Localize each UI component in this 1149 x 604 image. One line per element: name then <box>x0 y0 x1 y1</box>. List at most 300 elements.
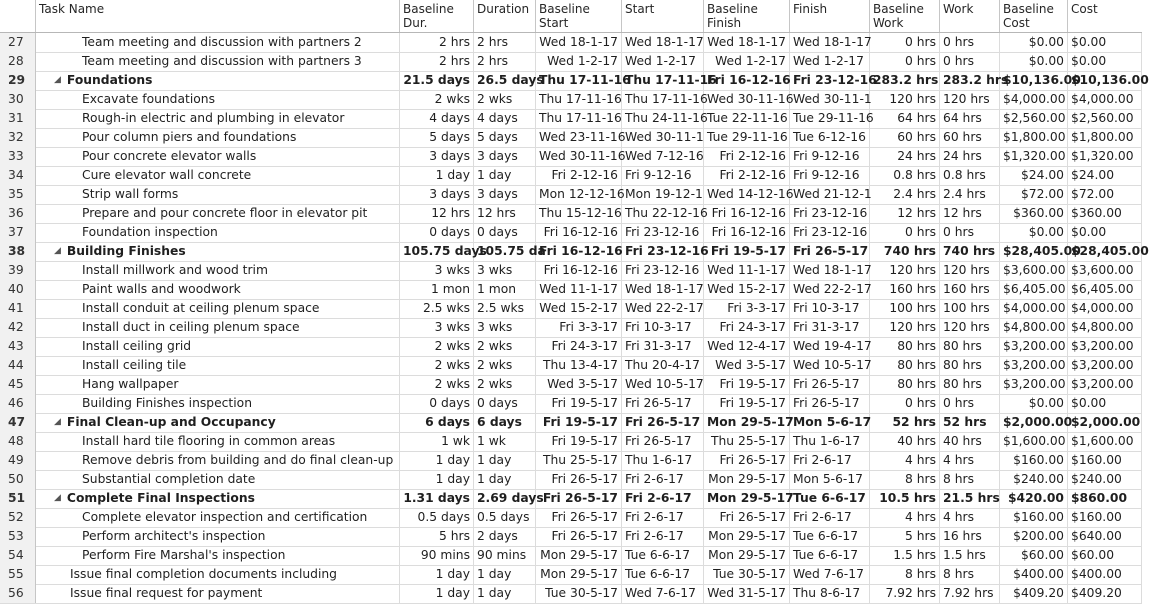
cost-cell[interactable]: $72.00 <box>1068 185 1142 204</box>
baseline-start-cell[interactable]: Wed 30-11-16 <box>536 147 622 166</box>
row-id-cell[interactable]: 38 <box>0 242 36 261</box>
baseline-duration-cell[interactable]: 2 hrs <box>400 52 474 71</box>
baseline-work-cell[interactable]: 0.8 hrs <box>870 166 940 185</box>
finish-cell[interactable]: Wed 21-12-1 <box>790 185 870 204</box>
baseline-cost-cell[interactable]: $160.00 <box>1000 508 1068 527</box>
work-cell[interactable]: 100 hrs <box>940 299 1000 318</box>
row-id-cell[interactable]: 49 <box>0 451 36 470</box>
duration-cell[interactable]: 3 wks <box>474 261 536 280</box>
baseline-duration-cell[interactable]: 2 wks <box>400 356 474 375</box>
work-cell[interactable]: 4 hrs <box>940 451 1000 470</box>
start-cell[interactable]: Fri 23-12-16 <box>622 242 704 261</box>
cost-cell[interactable]: $160.00 <box>1068 508 1142 527</box>
row-id-cell[interactable]: 45 <box>0 375 36 394</box>
baseline-cost-cell[interactable]: $160.00 <box>1000 451 1068 470</box>
work-cell[interactable]: 0.8 hrs <box>940 166 1000 185</box>
work-cell[interactable]: 120 hrs <box>940 261 1000 280</box>
finish-cell[interactable]: Wed 30-11-1 <box>790 90 870 109</box>
baseline-work-cell[interactable]: 120 hrs <box>870 261 940 280</box>
duration-cell[interactable]: 6 days <box>474 413 536 432</box>
baseline-duration-cell[interactable]: 2 hrs <box>400 33 474 52</box>
cost-cell[interactable]: $3,200.00 <box>1068 356 1142 375</box>
start-cell[interactable]: Wed 18-1-17 <box>622 280 704 299</box>
cost-cell[interactable]: $0.00 <box>1068 52 1142 71</box>
row-id-cell[interactable]: 56 <box>0 584 36 603</box>
baseline-work-cell[interactable]: 0 hrs <box>870 33 940 52</box>
baseline-cost-cell[interactable]: $3,200.00 <box>1000 375 1068 394</box>
work-cell[interactable]: 24 hrs <box>940 147 1000 166</box>
finish-cell[interactable]: Fri 2-6-17 <box>790 508 870 527</box>
task-name-cell[interactable] <box>36 166 400 185</box>
start-cell[interactable]: Mon 19-12-1 <box>622 185 704 204</box>
baseline-finish-cell[interactable]: Wed 11-1-17 <box>704 261 790 280</box>
baseline-start-cell[interactable]: Wed 23-11-16 <box>536 128 622 147</box>
header-baseline-finish[interactable]: Baseline Finish <box>704 0 790 32</box>
finish-cell[interactable]: Wed 7-6-17 <box>790 565 870 584</box>
work-cell[interactable]: 12 hrs <box>940 204 1000 223</box>
baseline-duration-cell[interactable]: 2 wks <box>400 90 474 109</box>
task-name-cell[interactable] <box>36 432 400 451</box>
baseline-duration-cell[interactable]: 2 wks <box>400 337 474 356</box>
work-cell[interactable]: 80 hrs <box>940 337 1000 356</box>
table-row[interactable] <box>0 204 1142 224</box>
baseline-start-cell[interactable]: Wed 1-2-17 <box>536 52 622 71</box>
baseline-start-cell[interactable]: Mon 12-12-16 <box>536 185 622 204</box>
duration-cell[interactable]: 2 hrs <box>474 33 536 52</box>
baseline-work-cell[interactable]: 8 hrs <box>870 565 940 584</box>
table-row[interactable] <box>0 90 1142 110</box>
task-name-cell[interactable] <box>36 90 400 109</box>
baseline-work-cell[interactable]: 0 hrs <box>870 394 940 413</box>
collapse-caret-icon[interactable]: ◢ <box>54 246 61 256</box>
start-cell[interactable]: Fri 10-3-17 <box>622 318 704 337</box>
duration-cell[interactable]: 2 wks <box>474 90 536 109</box>
cost-cell[interactable]: $10,136.00 <box>1068 71 1142 90</box>
baseline-finish-cell[interactable]: Mon 29-5-17 <box>704 546 790 565</box>
finish-cell[interactable]: Wed 18-1-17 <box>790 261 870 280</box>
duration-cell[interactable]: 1 day <box>474 166 536 185</box>
task-name-cell[interactable] <box>36 223 400 242</box>
row-id-cell[interactable]: 54 <box>0 546 36 565</box>
row-id-cell[interactable]: 50 <box>0 470 36 489</box>
baseline-finish-cell[interactable]: Fri 3-3-17 <box>704 299 790 318</box>
baseline-finish-cell[interactable]: Wed 1-2-17 <box>704 52 790 71</box>
baseline-start-cell[interactable]: Thu 17-11-16 <box>536 71 622 90</box>
finish-cell[interactable]: Fri 10-3-17 <box>790 299 870 318</box>
baseline-finish-cell[interactable]: Fri 19-5-17 <box>704 242 790 261</box>
baseline-work-cell[interactable]: 8 hrs <box>870 470 940 489</box>
row-id-cell[interactable]: 40 <box>0 280 36 299</box>
baseline-start-cell[interactable]: Wed 15-2-17 <box>536 299 622 318</box>
baseline-duration-cell[interactable]: 1 day <box>400 584 474 603</box>
finish-cell[interactable]: Fri 26-5-17 <box>790 394 870 413</box>
duration-cell[interactable]: 12 hrs <box>474 204 536 223</box>
task-name-cell[interactable] <box>36 356 400 375</box>
duration-cell[interactable]: 2 wks <box>474 356 536 375</box>
baseline-finish-cell[interactable]: Mon 29-5-17 <box>704 413 790 432</box>
row-id-cell[interactable]: 41 <box>0 299 36 318</box>
start-cell[interactable]: Wed 10-5-17 <box>622 375 704 394</box>
task-name-cell[interactable] <box>36 489 400 508</box>
baseline-work-cell[interactable]: 0 hrs <box>870 52 940 71</box>
baseline-finish-cell[interactable]: Tue 22-11-16 <box>704 109 790 128</box>
row-id-cell[interactable]: 29 <box>0 71 36 90</box>
cost-cell[interactable]: $60.00 <box>1068 546 1142 565</box>
work-cell[interactable]: 80 hrs <box>940 356 1000 375</box>
table-row[interactable] <box>0 508 1142 528</box>
baseline-duration-cell[interactable]: 1 day <box>400 565 474 584</box>
cost-cell[interactable]: $400.00 <box>1068 565 1142 584</box>
baseline-cost-cell[interactable]: $420.00 <box>1000 489 1068 508</box>
cost-cell[interactable]: $860.00 <box>1068 489 1142 508</box>
start-cell[interactable]: Fri 23-12-16 <box>622 223 704 242</box>
row-id-cell[interactable]: 51 <box>0 489 36 508</box>
finish-cell[interactable]: Tue 6-12-16 <box>790 128 870 147</box>
baseline-duration-cell[interactable]: 1 day <box>400 166 474 185</box>
cost-cell[interactable]: $28,405.00 <box>1068 242 1142 261</box>
duration-cell[interactable]: 0.5 days <box>474 508 536 527</box>
finish-cell[interactable]: Tue 6-6-17 <box>790 527 870 546</box>
task-name-cell[interactable] <box>36 470 400 489</box>
duration-cell[interactable]: 2 wks <box>474 375 536 394</box>
duration-cell[interactable]: 1 mon <box>474 280 536 299</box>
baseline-work-cell[interactable]: 12 hrs <box>870 204 940 223</box>
baseline-cost-cell[interactable]: $200.00 <box>1000 527 1068 546</box>
finish-cell[interactable]: Mon 5-6-17 <box>790 470 870 489</box>
finish-cell[interactable]: Wed 19-4-17 <box>790 337 870 356</box>
table-row[interactable] <box>0 166 1142 186</box>
baseline-finish-cell[interactable]: Wed 18-1-17 <box>704 33 790 52</box>
table-row[interactable] <box>0 565 1142 585</box>
summary-task-row[interactable] <box>0 71 1149 91</box>
table-row[interactable] <box>0 546 1142 566</box>
start-cell[interactable]: Fri 26-5-17 <box>622 432 704 451</box>
table-row[interactable] <box>0 128 1142 148</box>
baseline-work-cell[interactable]: 64 hrs <box>870 109 940 128</box>
task-name-cell[interactable] <box>36 413 400 432</box>
summary-task-row[interactable] <box>0 242 1149 262</box>
duration-cell[interactable]: 3 days <box>474 185 536 204</box>
start-cell[interactable]: Tue 6-6-17 <box>622 546 704 565</box>
header-baseline-start[interactable]: Baseline Start <box>536 0 622 32</box>
cost-cell[interactable]: $6,405.00 <box>1068 280 1142 299</box>
finish-cell[interactable]: Fri 23-12-16 <box>790 204 870 223</box>
baseline-start-cell[interactable]: Thu 17-11-16 <box>536 90 622 109</box>
header-task-name[interactable]: Task Name <box>36 0 400 32</box>
baseline-duration-cell[interactable]: 0 days <box>400 223 474 242</box>
task-name-cell[interactable] <box>36 128 400 147</box>
cost-cell[interactable]: $640.00 <box>1068 527 1142 546</box>
duration-cell[interactable]: 1 day <box>474 451 536 470</box>
finish-cell[interactable]: Thu 1-6-17 <box>790 432 870 451</box>
duration-cell[interactable]: 1 day <box>474 565 536 584</box>
baseline-cost-cell[interactable]: $1,800.00 <box>1000 128 1068 147</box>
start-cell[interactable]: Wed 30-11-1 <box>622 128 704 147</box>
baseline-finish-cell[interactable]: Fri 2-12-16 <box>704 147 790 166</box>
table-row[interactable] <box>0 584 1142 604</box>
row-id-cell[interactable]: 44 <box>0 356 36 375</box>
work-cell[interactable]: 52 hrs <box>940 413 1000 432</box>
finish-cell[interactable]: Fri 23-12-16 <box>790 223 870 242</box>
start-cell[interactable]: Thu 17-11-16 <box>622 90 704 109</box>
finish-cell[interactable]: Fri 31-3-17 <box>790 318 870 337</box>
header-baseline-duration[interactable]: Baseline Dur. <box>400 0 474 32</box>
baseline-finish-cell[interactable]: Mon 29-5-17 <box>704 527 790 546</box>
baseline-work-cell[interactable]: 52 hrs <box>870 413 940 432</box>
work-cell[interactable]: 64 hrs <box>940 109 1000 128</box>
table-row[interactable] <box>0 261 1142 281</box>
start-cell[interactable]: Wed 7-6-17 <box>622 584 704 603</box>
start-cell[interactable]: Thu 20-4-17 <box>622 356 704 375</box>
baseline-finish-cell[interactable]: Fri 16-12-16 <box>704 204 790 223</box>
finish-cell[interactable]: Fri 9-12-16 <box>790 166 870 185</box>
table-row[interactable] <box>0 109 1142 129</box>
row-id-cell[interactable]: 36 <box>0 204 36 223</box>
cost-cell[interactable]: $160.00 <box>1068 451 1142 470</box>
finish-cell[interactable]: Wed 1-2-17 <box>790 52 870 71</box>
baseline-work-cell[interactable]: 100 hrs <box>870 299 940 318</box>
baseline-start-cell[interactable]: Wed 3-5-17 <box>536 375 622 394</box>
header-baseline-cost[interactable]: Baseline Cost <box>1000 0 1068 32</box>
baseline-finish-cell[interactable]: Tue 29-11-16 <box>704 128 790 147</box>
baseline-start-cell[interactable]: Fri 19-5-17 <box>536 413 622 432</box>
baseline-cost-cell[interactable]: $24.00 <box>1000 166 1068 185</box>
header-cost[interactable]: Cost <box>1071 2 1098 16</box>
baseline-cost-cell[interactable]: $240.00 <box>1000 470 1068 489</box>
baseline-work-cell[interactable]: 2.4 hrs <box>870 185 940 204</box>
baseline-duration-cell[interactable]: 0 days <box>400 394 474 413</box>
baseline-cost-cell[interactable]: $6,405.00 <box>1000 280 1068 299</box>
table-row[interactable] <box>0 318 1142 338</box>
finish-cell[interactable]: Fri 2-6-17 <box>790 451 870 470</box>
baseline-cost-cell[interactable]: $0.00 <box>1000 394 1068 413</box>
baseline-work-cell[interactable]: 4 hrs <box>870 508 940 527</box>
work-cell[interactable]: 0 hrs <box>940 223 1000 242</box>
cost-cell[interactable]: $3,200.00 <box>1068 375 1142 394</box>
baseline-cost-cell[interactable]: $3,600.00 <box>1000 261 1068 280</box>
baseline-cost-cell[interactable]: $1,600.00 <box>1000 432 1068 451</box>
duration-cell[interactable]: 3 wks <box>474 318 536 337</box>
finish-cell[interactable]: Thu 8-6-17 <box>790 584 870 603</box>
baseline-work-cell[interactable]: 80 hrs <box>870 337 940 356</box>
finish-cell[interactable]: Tue 29-11-16 <box>790 109 870 128</box>
duration-cell[interactable]: 26.5 days <box>474 71 536 90</box>
cost-cell[interactable]: $360.00 <box>1068 204 1142 223</box>
cost-cell[interactable]: $409.20 <box>1068 584 1142 603</box>
baseline-cost-cell[interactable]: $4,000.00 <box>1000 90 1068 109</box>
baseline-cost-cell[interactable]: $0.00 <box>1000 33 1068 52</box>
baseline-cost-cell[interactable]: $2,560.00 <box>1000 109 1068 128</box>
start-cell[interactable]: Fri 26-5-17 <box>622 394 704 413</box>
baseline-finish-cell[interactable]: Wed 12-4-17 <box>704 337 790 356</box>
row-id-cell[interactable]: 37 <box>0 223 36 242</box>
start-cell[interactable]: Wed 18-1-17 <box>622 33 704 52</box>
baseline-start-cell[interactable]: Mon 29-5-17 <box>536 565 622 584</box>
task-name-cell[interactable] <box>36 52 400 71</box>
row-id-cell[interactable]: 47 <box>0 413 36 432</box>
baseline-duration-cell[interactable]: 0.5 days <box>400 508 474 527</box>
baseline-start-cell[interactable]: Fri 2-12-16 <box>536 166 622 185</box>
baseline-duration-cell[interactable]: 90 mins <box>400 546 474 565</box>
baseline-start-cell[interactable]: Thu 13-4-17 <box>536 356 622 375</box>
baseline-finish-cell[interactable]: Thu 25-5-17 <box>704 432 790 451</box>
baseline-cost-cell[interactable]: $409.20 <box>1000 584 1068 603</box>
baseline-start-cell[interactable]: Fri 16-12-16 <box>536 223 622 242</box>
baseline-duration-cell[interactable]: 3 days <box>400 185 474 204</box>
work-cell[interactable]: 4 hrs <box>940 508 1000 527</box>
baseline-start-cell[interactable]: Fri 26-5-17 <box>536 527 622 546</box>
baseline-start-cell[interactable]: Fri 24-3-17 <box>536 337 622 356</box>
start-cell[interactable]: Wed 7-12-16 <box>622 147 704 166</box>
baseline-duration-cell[interactable]: 5 hrs <box>400 527 474 546</box>
row-id-cell[interactable]: 31 <box>0 109 36 128</box>
table-row[interactable] <box>0 52 1142 72</box>
row-id-cell[interactable]: 35 <box>0 185 36 204</box>
duration-cell[interactable]: 0 days <box>474 394 536 413</box>
baseline-duration-cell[interactable]: 5 days <box>400 128 474 147</box>
start-cell[interactable]: Fri 2-6-17 <box>622 508 704 527</box>
work-cell[interactable]: 160 hrs <box>940 280 1000 299</box>
row-id-cell[interactable]: 46 <box>0 394 36 413</box>
duration-cell[interactable]: 1 day <box>474 470 536 489</box>
cost-cell[interactable]: $0.00 <box>1068 33 1142 52</box>
duration-cell[interactable]: 90 mins <box>474 546 536 565</box>
baseline-start-cell[interactable]: Wed 18-1-17 <box>536 33 622 52</box>
table-row[interactable] <box>0 337 1142 357</box>
duration-cell[interactable]: 105.75 da <box>474 242 536 261</box>
table-row[interactable] <box>0 470 1142 490</box>
work-cell[interactable]: 60 hrs <box>940 128 1000 147</box>
task-name-cell[interactable] <box>36 375 400 394</box>
table-row[interactable] <box>0 33 1142 53</box>
baseline-finish-cell[interactable]: Wed 14-12-16 <box>704 185 790 204</box>
baseline-work-cell[interactable]: 24 hrs <box>870 147 940 166</box>
baseline-start-cell[interactable]: Tue 30-5-17 <box>536 584 622 603</box>
cost-cell[interactable]: $1,320.00 <box>1068 147 1142 166</box>
baseline-work-cell[interactable]: 40 hrs <box>870 432 940 451</box>
finish-cell[interactable]: Fri 23-12-16 <box>790 71 870 90</box>
finish-cell[interactable]: Tue 6-6-17 <box>790 489 870 508</box>
cost-cell[interactable]: $4,000.00 <box>1068 299 1142 318</box>
baseline-cost-cell[interactable]: $400.00 <box>1000 565 1068 584</box>
start-cell[interactable]: Fri 26-5-17 <box>622 413 704 432</box>
cost-cell[interactable]: $24.00 <box>1068 166 1142 185</box>
baseline-start-cell[interactable]: Fri 26-5-17 <box>536 470 622 489</box>
baseline-start-cell[interactable]: Fri 16-12-16 <box>536 261 622 280</box>
task-name-cell[interactable] <box>36 261 400 280</box>
cost-cell[interactable]: $240.00 <box>1068 470 1142 489</box>
baseline-cost-cell[interactable]: $2,000.00 <box>1000 413 1068 432</box>
task-name-cell[interactable] <box>36 565 400 584</box>
baseline-duration-cell[interactable]: 2 wks <box>400 375 474 394</box>
finish-cell[interactable]: Mon 5-6-17 <box>790 413 870 432</box>
task-name-cell[interactable] <box>36 527 400 546</box>
work-cell[interactable]: 16 hrs <box>940 527 1000 546</box>
row-id-cell[interactable]: 28 <box>0 52 36 71</box>
header-start[interactable]: Start <box>622 0 704 32</box>
cost-cell[interactable]: $4,000.00 <box>1068 90 1142 109</box>
duration-cell[interactable]: 2.5 wks <box>474 299 536 318</box>
row-id-cell[interactable]: 30 <box>0 90 36 109</box>
baseline-duration-cell[interactable]: 12 hrs <box>400 204 474 223</box>
baseline-finish-cell[interactable]: Fri 19-5-17 <box>704 375 790 394</box>
task-name-cell[interactable] <box>36 546 400 565</box>
work-cell[interactable]: 283.2 hrs <box>940 71 1000 90</box>
start-cell[interactable]: Thu 22-12-16 <box>622 204 704 223</box>
work-cell[interactable]: 120 hrs <box>940 90 1000 109</box>
baseline-cost-cell[interactable]: $3,200.00 <box>1000 356 1068 375</box>
table-row[interactable] <box>0 394 1142 414</box>
cost-cell[interactable]: $1,600.00 <box>1068 432 1142 451</box>
baseline-start-cell[interactable]: Mon 29-5-17 <box>536 546 622 565</box>
task-name-cell[interactable] <box>36 185 400 204</box>
baseline-cost-cell[interactable]: $28,405.00 <box>1000 242 1068 261</box>
baseline-cost-cell[interactable]: $10,136.00 <box>1000 71 1068 90</box>
finish-cell[interactable]: Fri 26-5-17 <box>790 375 870 394</box>
start-cell[interactable]: Fri 2-6-17 <box>622 489 704 508</box>
baseline-start-cell[interactable]: Thu 25-5-17 <box>536 451 622 470</box>
table-row[interactable] <box>0 147 1142 167</box>
baseline-cost-cell[interactable]: $4,000.00 <box>1000 299 1068 318</box>
duration-cell[interactable]: 2 wks <box>474 337 536 356</box>
finish-cell[interactable]: Wed 18-1-17 <box>790 33 870 52</box>
baseline-start-cell[interactable]: Fri 16-12-16 <box>536 242 622 261</box>
work-cell[interactable]: 0 hrs <box>940 52 1000 71</box>
task-name-cell[interactable] <box>36 508 400 527</box>
baseline-start-cell[interactable]: Fri 26-5-17 <box>536 489 622 508</box>
row-id-cell[interactable]: 34 <box>0 166 36 185</box>
baseline-finish-cell[interactable]: Mon 29-5-17 <box>704 470 790 489</box>
task-name-cell[interactable] <box>36 451 400 470</box>
cost-cell[interactable]: $0.00 <box>1068 394 1142 413</box>
baseline-duration-cell[interactable]: 1 mon <box>400 280 474 299</box>
baseline-finish-cell[interactable]: Wed 31-5-17 <box>704 584 790 603</box>
baseline-duration-cell[interactable]: 3 wks <box>400 318 474 337</box>
row-id-cell[interactable]: 43 <box>0 337 36 356</box>
cost-cell[interactable]: $0.00 <box>1068 223 1142 242</box>
baseline-work-cell[interactable]: 7.92 hrs <box>870 584 940 603</box>
row-id-cell[interactable]: 55 <box>0 565 36 584</box>
baseline-duration-cell[interactable]: 105.75 days <box>400 242 474 261</box>
work-cell[interactable]: 1.5 hrs <box>940 546 1000 565</box>
table-row[interactable] <box>0 527 1142 547</box>
baseline-duration-cell[interactable]: 4 days <box>400 109 474 128</box>
duration-cell[interactable]: 1 day <box>474 584 536 603</box>
header-work[interactable]: Work <box>940 0 1000 32</box>
start-cell[interactable]: Wed 1-2-17 <box>622 52 704 71</box>
baseline-duration-cell[interactable]: 6 days <box>400 413 474 432</box>
table-row[interactable] <box>0 223 1142 243</box>
baseline-work-cell[interactable]: 4 hrs <box>870 451 940 470</box>
table-row[interactable] <box>0 375 1142 395</box>
baseline-duration-cell[interactable]: 21.5 days <box>400 71 474 90</box>
start-cell[interactable]: Fri 2-6-17 <box>622 470 704 489</box>
baseline-duration-cell[interactable]: 3 wks <box>400 261 474 280</box>
baseline-work-cell[interactable]: 80 hrs <box>870 356 940 375</box>
start-cell[interactable]: Fri 2-6-17 <box>622 527 704 546</box>
work-cell[interactable]: 40 hrs <box>940 432 1000 451</box>
duration-cell[interactable]: 2 hrs <box>474 52 536 71</box>
cost-cell[interactable]: $3,600.00 <box>1068 261 1142 280</box>
baseline-work-cell[interactable]: 10.5 hrs <box>870 489 940 508</box>
baseline-finish-cell[interactable]: Fri 26-5-17 <box>704 451 790 470</box>
baseline-work-cell[interactable]: 60 hrs <box>870 128 940 147</box>
finish-cell[interactable]: Wed 10-5-17 <box>790 356 870 375</box>
baseline-duration-cell[interactable]: 1 day <box>400 470 474 489</box>
start-cell[interactable]: Thu 24-11-16 <box>622 109 704 128</box>
baseline-finish-cell[interactable]: Fri 2-12-16 <box>704 166 790 185</box>
task-name-cell[interactable] <box>36 299 400 318</box>
